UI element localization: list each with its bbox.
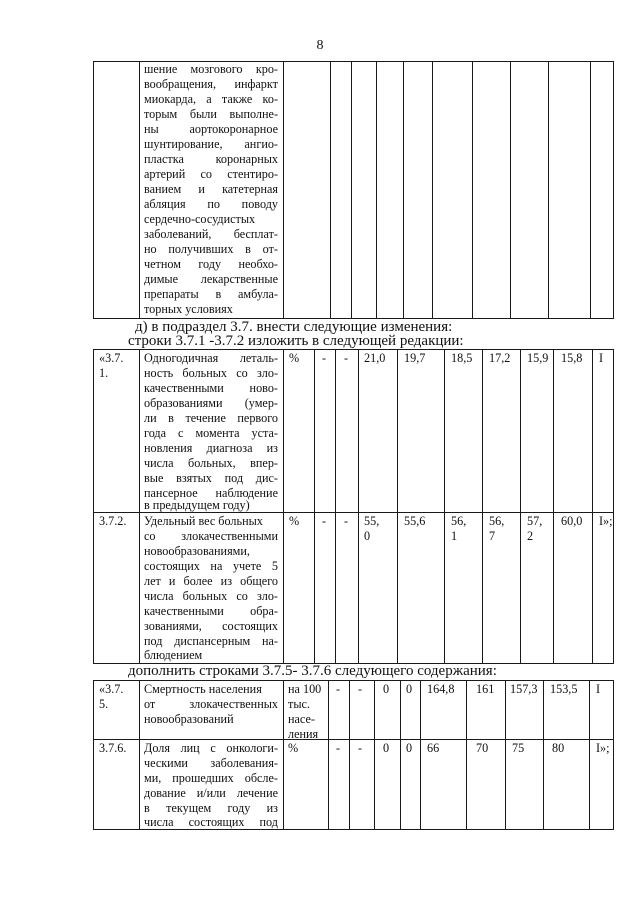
text-line: абляция по поводу (144, 197, 278, 211)
value-cell: 1 (451, 529, 458, 543)
value-cell: 15,9 (527, 351, 549, 365)
text-line: Одногодичная леталь- (144, 351, 278, 365)
table-col-line (351, 61, 352, 319)
text-line: качественными обра- (144, 604, 278, 618)
value-cell: - (344, 351, 349, 365)
text-line: Смертность населения (144, 682, 262, 696)
text-line: ность больных со зло- (144, 366, 278, 380)
table-col-line (139, 349, 140, 664)
table-col-line (397, 349, 398, 664)
value-cell: 55,6 (404, 514, 426, 528)
text-line: числа состоящих под (144, 815, 278, 829)
table-col-line (553, 349, 554, 664)
value-cell: - (358, 741, 363, 755)
value-cell: 7 (489, 529, 496, 543)
text-line: димые лекарственные (144, 272, 278, 286)
unit-cell: насе- (288, 712, 315, 726)
text-line: в предыдущем году) (144, 498, 250, 512)
text-line: Удельный вес больных (144, 514, 263, 528)
text-line: ны аортокоронарное (144, 122, 278, 136)
paragraph-rows-edit: строки 3.7.1 -3.7.2 изложить в следующей редакции: (128, 333, 464, 349)
unit-cell: % (289, 514, 300, 528)
table-col-line (472, 61, 473, 319)
text-line: в текущем году из (144, 801, 278, 815)
row-number: «3.7. (99, 351, 124, 365)
text-line: со злокачественными (144, 529, 278, 543)
text-line: состоящих на учете 5 (144, 559, 278, 573)
row-number: 1. (99, 366, 109, 380)
value-cell: 66 (427, 741, 440, 755)
table-col-line (466, 680, 467, 830)
text-line: новления диагноза из (144, 441, 278, 455)
table-col-line (590, 61, 591, 319)
value-cell: 70 (476, 741, 489, 755)
text-line: Доля лиц с онкологи- (144, 741, 278, 755)
table-col-line (330, 61, 331, 319)
table-col-line (520, 349, 521, 664)
text-line: артерий со стентиро- (144, 167, 278, 181)
text-line: препараты в амбула- (144, 287, 278, 301)
table-border-top (93, 680, 614, 681)
table-col-line (543, 680, 544, 830)
value-cell: 56, (451, 514, 467, 528)
text-line: ванием и катетерная (144, 182, 278, 196)
text-line: заболеваний, бесплат- (144, 227, 278, 241)
text-line: года с момента уста- (144, 426, 278, 440)
table-col-line (283, 349, 284, 664)
value-cell: 55, (364, 514, 380, 528)
table-col-line (613, 680, 614, 830)
text-line: пансерное наблюдение (144, 486, 278, 500)
table-col-line (374, 680, 375, 830)
value-cell: 164,8 (427, 682, 455, 696)
table-col-line (93, 680, 94, 830)
value-cell: 2 (527, 529, 534, 543)
table-col-line (283, 61, 284, 319)
value-cell: 157,3 (510, 682, 538, 696)
value-cell: I (596, 682, 601, 696)
table-col-line (589, 680, 590, 830)
table-col-line (314, 349, 315, 664)
table-col-line (444, 349, 445, 664)
table-col-line (139, 680, 140, 830)
table-col-line (482, 349, 483, 664)
table-col-line (432, 61, 433, 319)
text-line: блюдением (144, 648, 203, 662)
text-line: числа больных со зло- (144, 589, 278, 603)
table-col-line (358, 349, 359, 664)
text-line: дование и/или лечение (144, 786, 278, 800)
table-col-line (376, 61, 377, 319)
unit-cell: ления (288, 727, 319, 741)
text-line: торым были выполне- (144, 107, 278, 121)
table-border-top (93, 349, 614, 350)
value-cell: 80 (552, 741, 565, 755)
value-cell: 75 (512, 741, 525, 755)
value-cell: 18,5 (451, 351, 473, 365)
table-col-line (592, 349, 593, 664)
text-line: числа больных, впер- (144, 456, 278, 470)
value-cell: 0 (383, 741, 390, 755)
row-number: 3.7.6. (99, 741, 127, 755)
row-number: 5. (99, 697, 109, 711)
text-line: торных условиях (144, 302, 233, 316)
value-cell: 15,8 (561, 351, 583, 365)
paragraph-add-rows: дополнить строками 3.7.5- 3.7.6 следующего содержания: (128, 663, 497, 679)
unit-cell: тыс. (288, 697, 310, 711)
text-line: от злокачественных (144, 697, 278, 711)
table-col-line (283, 680, 284, 830)
table-col-line (93, 349, 94, 664)
value-cell: - (322, 351, 327, 365)
text-line: вые взятых под дис- (144, 471, 278, 485)
table-col-line (335, 349, 336, 664)
table-col-line (328, 680, 329, 830)
text-line: сердечно-сосудистых (144, 212, 256, 226)
text-line: новообразований (144, 712, 234, 726)
value-cell: - (358, 682, 363, 696)
unit-cell: % (288, 741, 299, 755)
table-col-line (349, 680, 350, 830)
text-line: шунтирование, ангио- (144, 137, 278, 151)
table-row-divider (93, 739, 614, 740)
value-cell: 57, (527, 514, 543, 528)
value-cell: 21,0 (364, 351, 386, 365)
table-col-line (613, 61, 614, 319)
unit-cell: на 100 (288, 682, 322, 696)
row-number: 3.7.2. (99, 514, 127, 528)
table-col-line (403, 61, 404, 319)
value-cell: I (599, 351, 604, 365)
value-cell: - (336, 682, 341, 696)
page-number: 8 (316, 38, 324, 53)
text-line: ми, прошедших обсле- (144, 771, 278, 785)
value-cell: - (322, 514, 327, 528)
value-cell: - (344, 514, 349, 528)
text-line: шение мозгового кро- (144, 62, 278, 76)
table-col-line (510, 61, 511, 319)
value-cell: 19,7 (404, 351, 426, 365)
value-cell: 0 (406, 741, 413, 755)
text-line: четном году необхо- (144, 257, 278, 271)
value-cell: 56, (489, 514, 505, 528)
text-line: зованиями, состоящих (144, 619, 278, 633)
paragraph-section-d: д) в подраздел 3.7. внести следующие изменения: (135, 319, 453, 335)
text-line: но получивших в от- (144, 242, 278, 256)
text-line: пластка коронарных (144, 152, 278, 166)
text-line: ческими заболевания- (144, 756, 278, 770)
value-cell: - (336, 741, 341, 755)
unit-cell: % (289, 351, 300, 365)
value-cell: 0 (364, 529, 371, 543)
table-col-line (93, 61, 94, 319)
text-line: вообращения, инфаркт (144, 77, 278, 91)
value-cell: 161 (476, 682, 495, 696)
text-line: миокарда, а также ко- (144, 92, 278, 106)
text-line: лет и более из общего (144, 574, 278, 588)
value-cell: 17,2 (489, 351, 511, 365)
table-col-line (548, 61, 549, 319)
value-cell: 60,0 (561, 514, 583, 528)
table-col-line (139, 61, 140, 319)
value-cell: I»; (599, 514, 613, 528)
table-col-line (420, 680, 421, 830)
value-cell: 0 (406, 682, 413, 696)
text-line: под диспансерным на- (144, 634, 278, 648)
table-col-line (613, 349, 614, 664)
row-number: «3.7. (99, 682, 124, 696)
text-line: качественными ново- (144, 381, 278, 395)
text-line: новообразованиями, (144, 544, 250, 558)
value-cell: 0 (383, 682, 390, 696)
text-line: ли в течение первого (144, 411, 278, 425)
table-col-line (505, 680, 506, 830)
value-cell: I»; (596, 741, 610, 755)
text-line: образованиями (умер- (144, 396, 278, 410)
table-col-line (400, 680, 401, 830)
value-cell: 153,5 (550, 682, 578, 696)
